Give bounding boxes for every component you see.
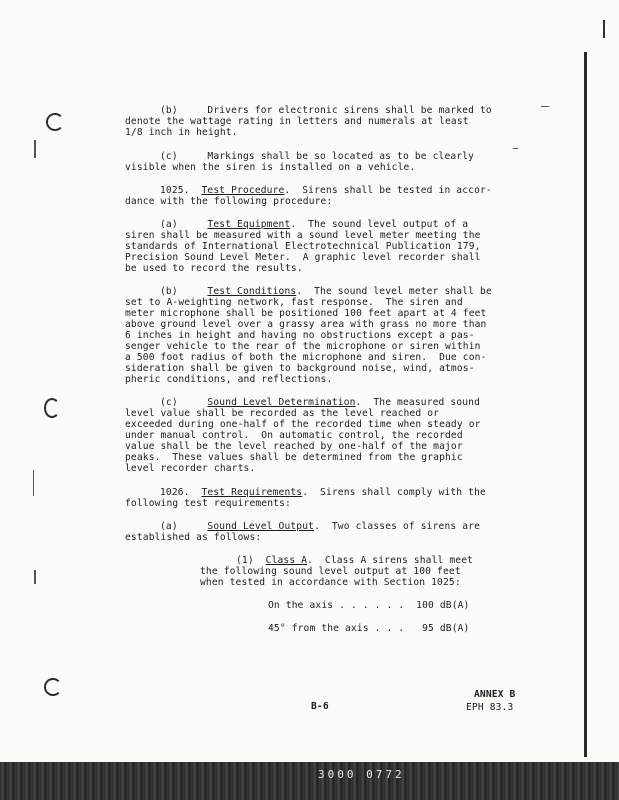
text-line	[160, 488, 486, 498]
text-line	[160, 152, 474, 162]
text-line	[160, 186, 492, 196]
scan-speck	[33, 470, 34, 496]
scan-speck	[513, 148, 518, 149]
text-line	[125, 298, 463, 308]
text-segment: meter microphone shall be positioned 100 feet apart at 4 feet	[125, 308, 487, 319]
text-line	[125, 242, 481, 252]
text-segment: senger vehicle to the rear of the microphone or siren within	[125, 341, 481, 352]
text-segment: sideration shall be given to background noise, wind, atmos-	[125, 363, 475, 374]
text-line	[125, 533, 261, 543]
text-line	[125, 231, 481, 241]
text-segment: the following sound level output at 100 feet	[200, 566, 461, 577]
text-line	[236, 556, 473, 566]
text-segment: standards of International Electrotechnical Publication 179,	[125, 241, 481, 252]
strip-text: 3000 0772	[318, 768, 405, 781]
section-heading: Test Conditions	[207, 286, 297, 297]
text-line	[125, 163, 415, 173]
text-line	[125, 442, 463, 452]
text-segment: 1/8 inch in height.	[125, 127, 238, 138]
text-line	[125, 320, 486, 330]
text-line	[125, 464, 255, 474]
text-segment: (a)	[160, 521, 208, 532]
text-segment: (b) Drivers for electronic sirens shall be marked to	[160, 105, 492, 116]
text-segment: a 500 foot radius of both the microphone and siren. Due con-	[125, 352, 487, 363]
annex-label: ANNEX B	[474, 689, 516, 700]
text-segment: (1)	[236, 555, 266, 566]
text-segment: value shall be the level reached by one-half of the major	[125, 441, 463, 452]
text-segment: . Class A sirens shall meet	[307, 555, 474, 566]
text-line	[125, 309, 486, 319]
text-line	[125, 117, 469, 127]
text-segment: following test requirements:	[125, 498, 291, 509]
text-line	[160, 398, 480, 408]
text-segment: siren shall be measured with a sound level meter meeting the	[125, 230, 481, 241]
text-segment: (a)	[160, 219, 208, 230]
text-line	[160, 287, 492, 297]
text-line	[125, 342, 481, 352]
section-heading: Sound Level Output	[207, 521, 315, 532]
text-line	[125, 409, 439, 419]
text-line	[125, 420, 481, 430]
page-number: B-6	[311, 701, 329, 712]
section-heading: Test Equipment	[207, 219, 291, 230]
document-reference: EPH 83.3	[466, 702, 514, 713]
text-line	[125, 128, 238, 138]
text-segment: visible when the siren is installed on a vehicle.	[125, 162, 416, 173]
text-line	[125, 253, 481, 263]
text-segment: (c) Markings shall be so located as to be clearly	[160, 151, 475, 162]
text-segment: (b)	[160, 286, 208, 297]
scan-bottom-strip	[0, 762, 619, 800]
text-line	[125, 499, 291, 509]
text-line	[125, 375, 332, 385]
text-segment: On the axis . . . . . . 100 dB(A)	[268, 600, 470, 611]
text-segment: when tested in accordance with Section 1025:	[200, 577, 461, 588]
text-segment: pheric conditions, and reflections.	[125, 374, 333, 385]
text-segment: 1025.	[160, 185, 202, 196]
text-line	[125, 331, 475, 341]
text-segment: set to A-weighting network, fast response. The siren and	[125, 297, 463, 308]
punch-hole-icon	[46, 113, 64, 131]
text-line	[268, 601, 469, 611]
text-segment: dance with the following procedure:	[125, 196, 333, 207]
section-heading: Test Requirements	[201, 487, 303, 498]
text-line	[125, 264, 303, 274]
scan-speck	[34, 570, 36, 584]
punch-hole-icon	[44, 398, 60, 418]
scan-edge-mark	[603, 20, 605, 38]
text-line	[200, 578, 461, 588]
text-line	[160, 106, 492, 116]
text-segment: . The sound level output of a	[290, 219, 469, 230]
text-segment: 6 inches in height and having no obstructions except a pas-	[125, 330, 475, 341]
section-heading: Test Procedure	[201, 185, 285, 196]
text-segment: be used to record the results.	[125, 263, 303, 274]
text-line	[125, 364, 475, 374]
punch-hole-icon	[44, 678, 62, 696]
text-segment: level value shall be recorded as the level reached or	[125, 408, 440, 419]
text-segment: 45° from the axis . . . 95 dB(A)	[268, 623, 470, 634]
scan-speck	[34, 140, 36, 158]
text-line	[125, 353, 486, 363]
text-segment: under manual control. On automatic control, the recorded	[125, 430, 463, 441]
text-segment: denote the wattage rating in letters and numerals at least	[125, 116, 469, 127]
text-line	[160, 220, 468, 230]
text-segment: exceeded during one-half of the recorded time when steady or	[125, 419, 481, 430]
text-segment: . Two classes of sirens are	[314, 521, 481, 532]
text-segment: established as follows:	[125, 532, 262, 543]
text-segment: 1026.	[160, 487, 202, 498]
text-line	[268, 624, 469, 634]
text-segment: above ground level over a grassy area with grass no more than	[125, 319, 487, 330]
text-segment: . The measured sound	[355, 397, 481, 408]
text-segment: Precision Sound Level Meter. A graphic level recorder shall	[125, 252, 481, 263]
section-heading: Class A	[265, 555, 308, 566]
text-segment: level recorder charts.	[125, 463, 256, 474]
text-line	[125, 431, 463, 441]
scan-edge-line	[584, 52, 587, 757]
text-line	[160, 522, 480, 532]
text-segment: peaks. These values shall be determined from the graphic	[125, 452, 463, 463]
text-line	[200, 567, 461, 577]
text-segment: . Sirens shall be tested in accor-	[284, 185, 492, 196]
text-segment: (c)	[160, 397, 208, 408]
scan-speck	[541, 106, 549, 107]
text-segment: . Sirens shall comply with the	[302, 487, 486, 498]
text-line	[125, 453, 463, 463]
text-segment: . The sound level meter shall be	[296, 286, 492, 297]
text-line	[125, 197, 332, 207]
section-heading: Sound Level Determination	[207, 397, 356, 408]
